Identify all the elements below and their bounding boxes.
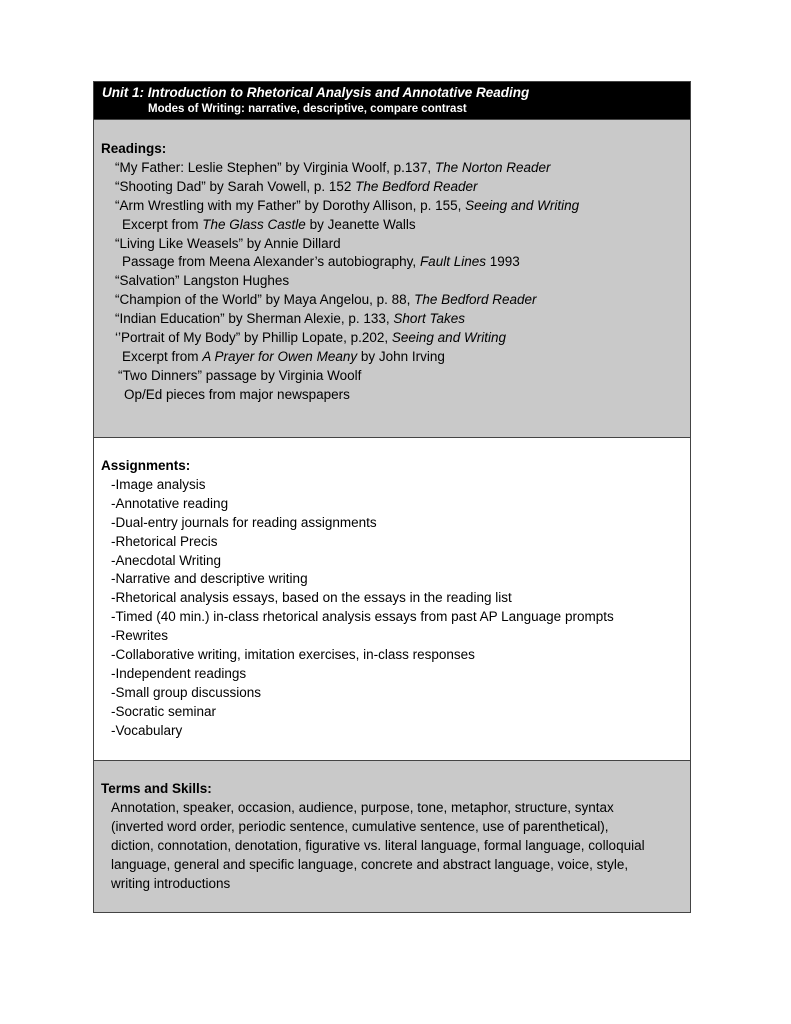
reading-item: “Shooting Dad” by Sarah Vowell, p. 152 The Bedford Reader: [115, 178, 478, 194]
unit-title: Unit 1: Introduction to Rhetorical Analysis and Annotative Reading: [102, 85, 530, 100]
assignment-item: -Collaborative writing, imitation exercises, in-class responses: [111, 647, 475, 663]
assignment-item: -Annotative reading: [111, 495, 229, 511]
terms-line: (inverted word order, periodic sentence, cumulative sentence, use of parenthetical),: [111, 818, 609, 834]
assignment-item: -Vocabulary: [111, 722, 183, 738]
assignment-item: -Rewrites: [111, 628, 169, 644]
assignments-heading: Assignments:: [101, 458, 191, 473]
assignment-item: -Rhetorical Precis: [111, 533, 218, 549]
reading-item: “Indian Education” by Sherman Alexie, p. 133, Short Takes: [115, 311, 465, 327]
terms-line: diction, connotation, denotation, figurative vs. literal language, formal language, colloquial: [111, 837, 645, 853]
unit-header: [94, 82, 690, 120]
terms-section: [94, 761, 690, 912]
assignment-item: -Anecdotal Writing: [111, 552, 222, 568]
assignment-item: -Rhetorical analysis essays, based on the essays in the reading list: [111, 590, 512, 606]
assignment-item: -Dual-entry journals for reading assignments: [111, 514, 377, 530]
assignment-item: -Socratic seminar: [111, 703, 217, 719]
readings-heading: Readings:: [101, 141, 167, 156]
terms-heading: Terms and Skills:: [101, 781, 212, 796]
terms-line: language, general and specific language, concrete and abstract language, voice, style,: [111, 856, 629, 872]
reading-item: “Two Dinners” passage by Virginia Woolf: [118, 367, 362, 383]
reading-item: Excerpt from A Prayer for Owen Meany by John Irving: [122, 348, 445, 364]
assignment-item: -Image analysis: [111, 476, 206, 492]
reading-item: Op/Ed pieces from major newspapers: [124, 386, 350, 402]
reading-item: “My Father: Leslie Stephen” by Virginia Woolf, p.137, The Norton Reader: [115, 159, 551, 175]
terms-line: writing introductions: [111, 875, 231, 891]
assignment-item: -Independent readings: [111, 665, 247, 681]
assignment-item: -Small group discussions: [111, 684, 262, 700]
reading-item: “Living Like Weasels” by Annie Dillard: [115, 235, 341, 251]
assignment-item: -Timed (40 min.) in-class rhetorical analysis essays from past AP Language prompts: [111, 609, 614, 625]
reading-item: Excerpt from The Glass Castle by Jeanette Walls: [122, 216, 416, 232]
reading-item: ‘’Portrait of My Body” by Phillip Lopate, p.202, Seeing and Writing: [115, 330, 506, 346]
assignments-section: [94, 438, 690, 761]
assignment-item: -Narrative and descriptive writing: [111, 571, 308, 587]
readings-section: [94, 120, 690, 438]
reading-item: “Salvation” Langston Hughes: [115, 273, 290, 289]
unit-table: [93, 81, 691, 913]
reading-item: “Arm Wrestling with my Father” by Dorothy Allison, p. 155, Seeing and Writing: [115, 197, 580, 213]
reading-item: “Champion of the World” by Maya Angelou, p. 88, The Bedford Reader: [115, 292, 537, 308]
reading-item: Passage from Meena Alexander’s autobiography, Fault Lines 1993: [122, 254, 520, 270]
unit-subtitle: Modes of Writing: narrative, descriptive, compare contrast: [148, 103, 467, 115]
terms-line: Annotation, speaker, occasion, audience, purpose, tone, metaphor, structure, syntax: [111, 799, 614, 815]
